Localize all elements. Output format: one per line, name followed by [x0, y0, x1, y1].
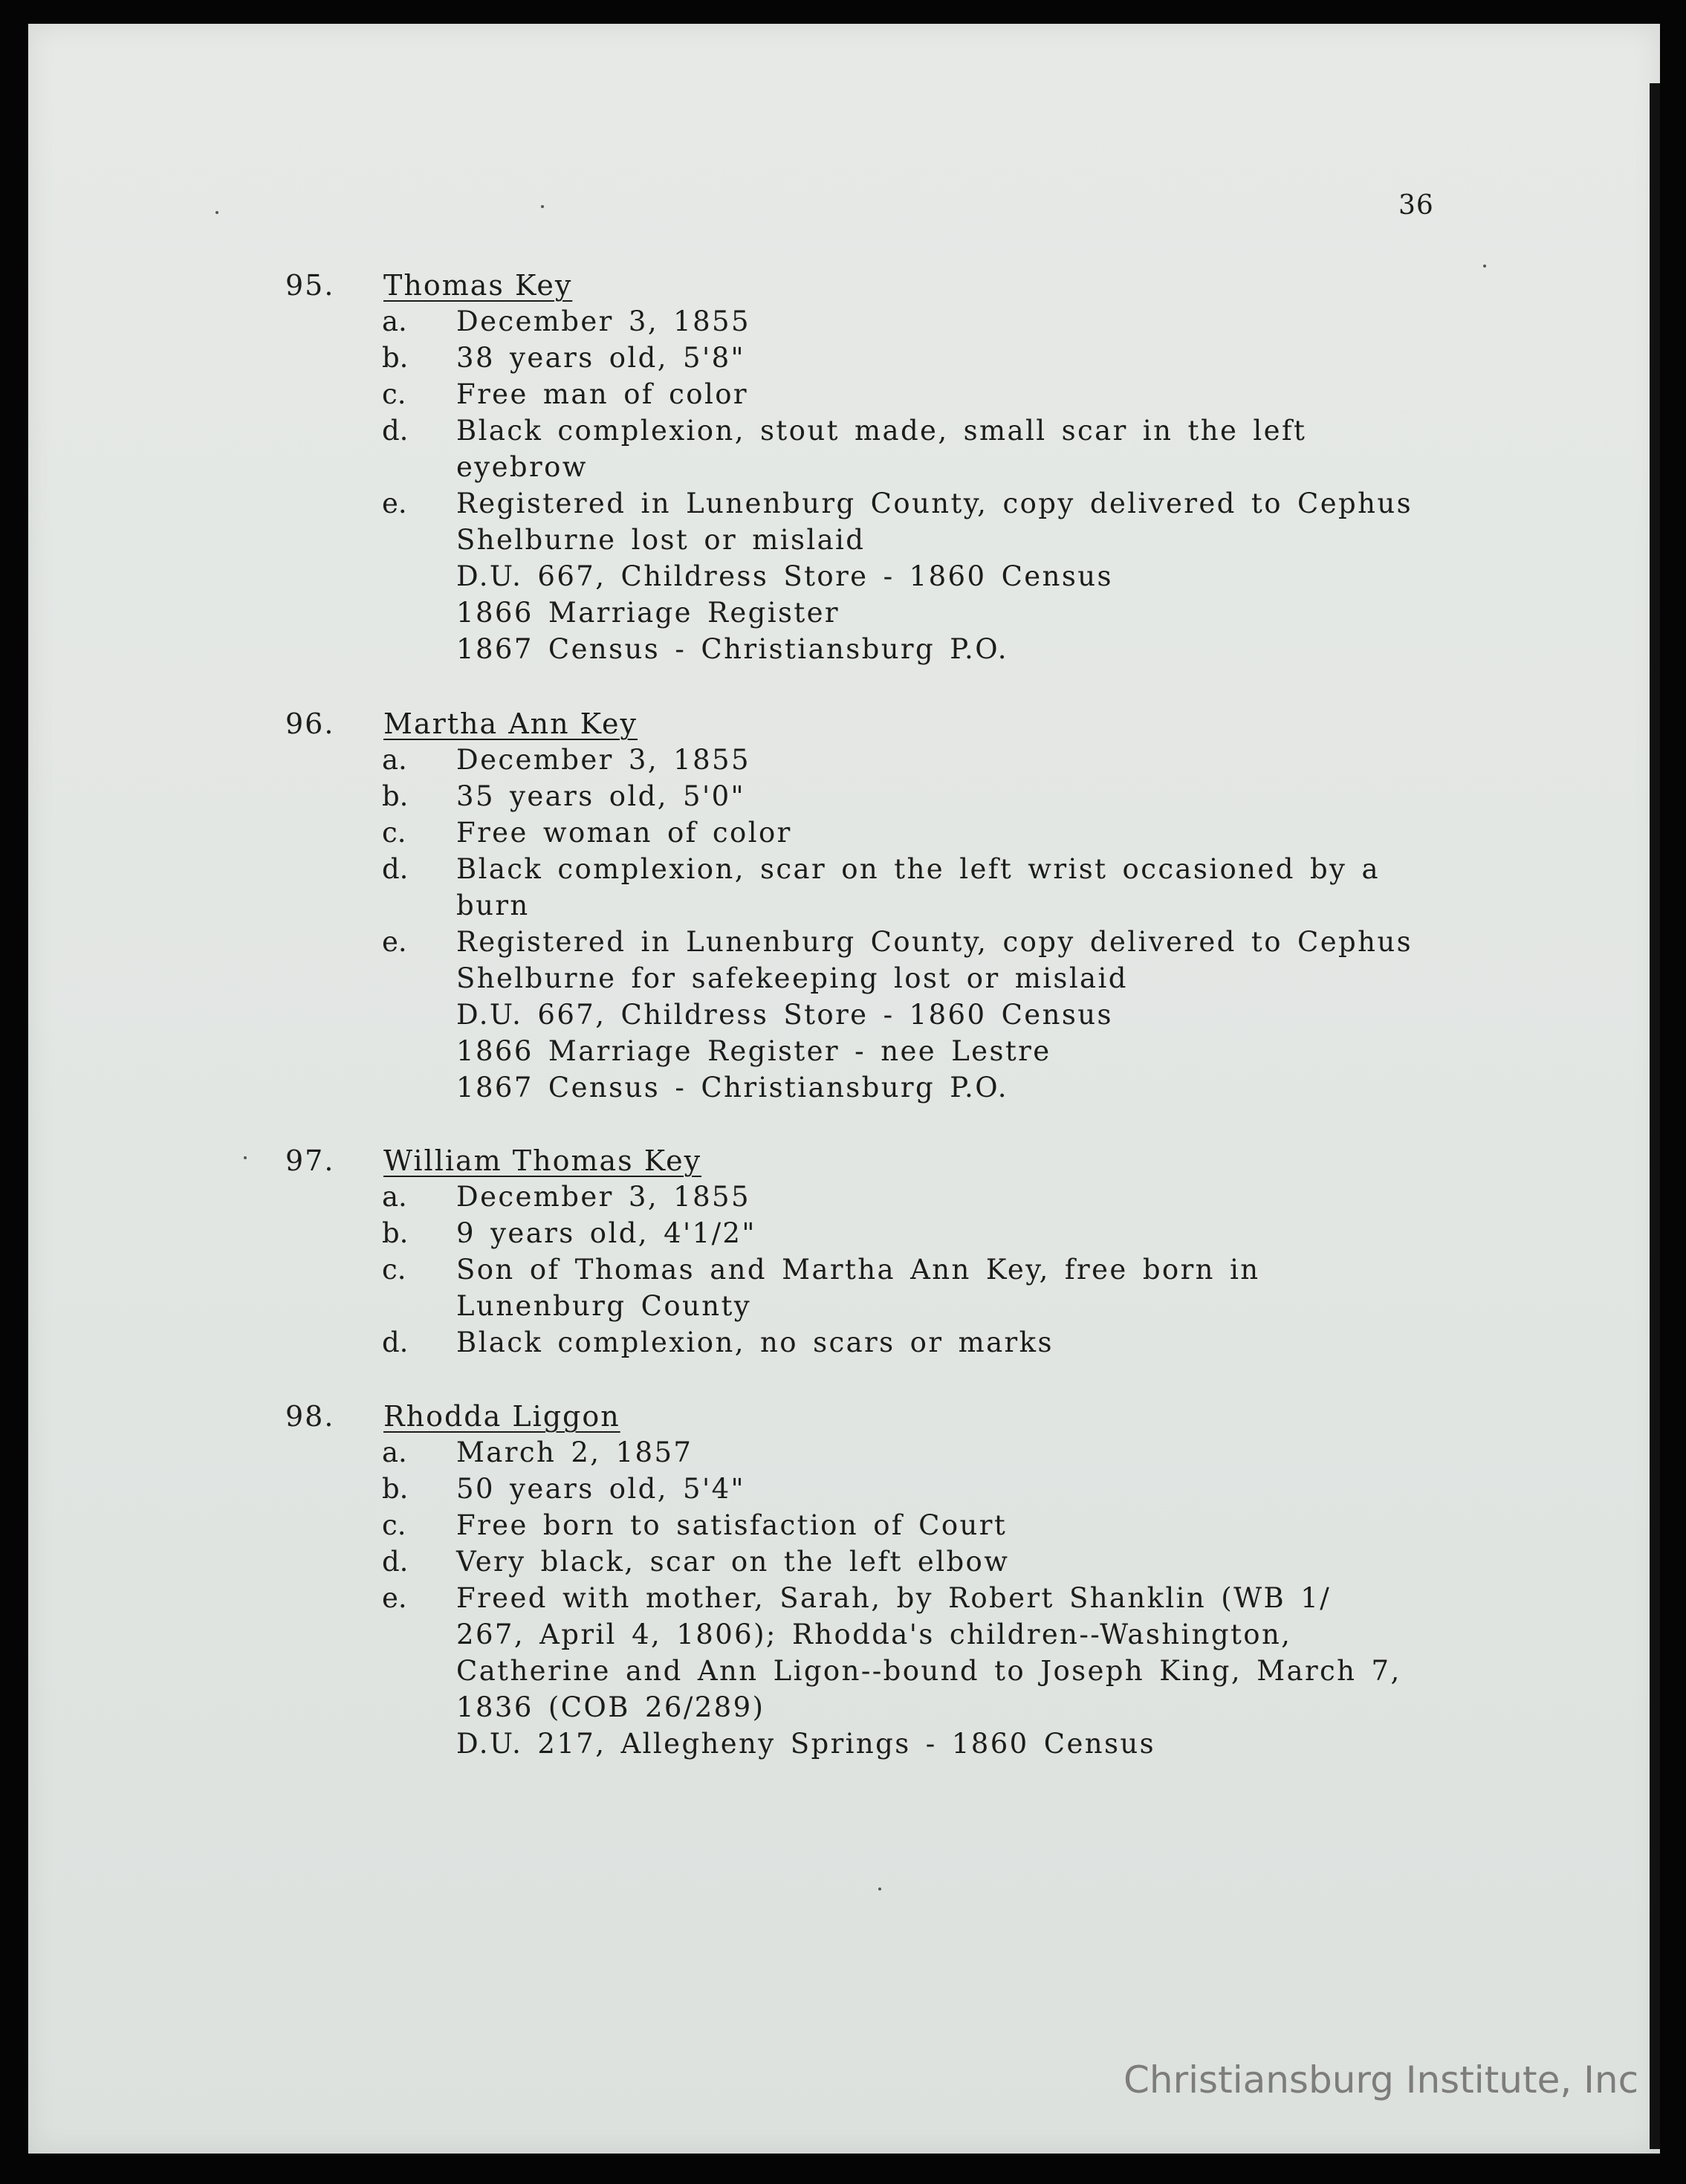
entry-name: Rhodda Liggon	[383, 1400, 620, 1433]
page-number: 36	[1398, 190, 1434, 221]
item-text: Black complexion, stout made, small scar in the left	[456, 415, 1307, 447]
item-letter: b.	[382, 342, 409, 374]
item-text: Free man of color	[456, 378, 748, 410]
item-text-continued: Shelburne for safekeeping lost or mislaid	[456, 962, 1128, 994]
item-text: 9 years old, 4'1/2"	[456, 1217, 756, 1249]
item-text-continued: 1867 Census - Christiansburg P.O.	[456, 633, 1008, 665]
item-text: Son of Thomas and Martha Ann Key, free born in	[456, 1254, 1260, 1286]
item-letter: e.	[382, 926, 407, 958]
paper-speck	[878, 1887, 881, 1890]
item-text-continued: 1867 Census - Christiansburg P.O.	[456, 1072, 1008, 1104]
item-text-continued: Shelburne lost or mislaid	[456, 524, 866, 556]
item-text: December 3, 1855	[456, 1181, 750, 1213]
paper-speck	[215, 211, 218, 214]
item-text: Registered in Lunenburg County, copy delivered to Cephus	[456, 487, 1413, 519]
item-text: Black complexion, scar on the left wrist occasioned by a	[456, 853, 1380, 885]
entry-number: 97.	[285, 1144, 335, 1177]
item-text-continued: 1866 Marriage Register	[456, 597, 840, 629]
item-text-continued: 1866 Marriage Register - nee Lestre	[456, 1035, 1051, 1067]
page-edge-shadow	[1650, 83, 1660, 2149]
item-letter: d.	[382, 853, 409, 885]
item-letter: b.	[382, 1217, 409, 1249]
item-text-continued: Catherine and Ann Ligon--bound to Joseph King, March 7,	[456, 1655, 1401, 1687]
item-text: 35 years old, 5'0"	[456, 780, 745, 812]
item-letter: c.	[382, 378, 406, 410]
item-letter: a.	[382, 1181, 407, 1213]
item-text: 38 years old, 5'8"	[456, 342, 745, 374]
paper-speck	[1483, 265, 1486, 268]
item-letter: b.	[382, 1473, 409, 1505]
item-text: Very black, scar on the left elbow	[456, 1546, 1010, 1578]
item-text-continued: D.U. 667, Childress Store - 1860 Census	[456, 560, 1113, 592]
item-text-continued: burn	[456, 890, 530, 921]
item-letter: c.	[382, 817, 406, 849]
item-text-continued: 267, April 4, 1806); Rhodda's children--Washington,	[456, 1618, 1292, 1650]
item-text: March 2, 1857	[456, 1436, 693, 1468]
entry-name: Thomas Key	[383, 269, 573, 302]
item-letter: d.	[382, 1546, 409, 1578]
item-letter: a.	[382, 1436, 407, 1468]
entry-number: 96.	[285, 707, 335, 740]
item-text: 50 years old, 5'4"	[456, 1473, 745, 1505]
item-text-continued: D.U. 667, Childress Store - 1860 Census	[456, 999, 1113, 1031]
entry-number: 98.	[285, 1400, 335, 1433]
item-text: Registered in Lunenburg County, copy delivered to Cephus	[456, 926, 1413, 958]
item-text-continued: eyebrow	[456, 451, 588, 483]
item-text: December 3, 1855	[456, 305, 750, 337]
item-letter: e.	[382, 1582, 407, 1614]
item-text: December 3, 1855	[456, 744, 750, 776]
entry-number: 95.	[285, 269, 335, 302]
item-text: Freed with mother, Sarah, by Robert Shanklin (WB 1/	[456, 1582, 1332, 1614]
entry-name: William Thomas Key	[383, 1144, 702, 1177]
item-text-continued: Lunenburg County	[456, 1290, 752, 1322]
watermark: Christiansburg Institute, Inc	[1124, 2058, 1639, 2102]
paper-speck	[244, 1156, 247, 1159]
item-text: Free born to satisfaction of Court	[456, 1509, 1008, 1541]
item-letter: d.	[382, 1326, 409, 1358]
item-text: Black complexion, no scars or marks	[456, 1326, 1054, 1358]
item-letter: c.	[382, 1254, 406, 1286]
item-letter: d.	[382, 415, 409, 447]
item-text-continued: 1836 (COB 26/289)	[456, 1691, 765, 1723]
item-text: Free woman of color	[456, 817, 792, 849]
entry-name: Martha Ann Key	[383, 707, 638, 740]
item-letter: b.	[382, 780, 409, 812]
item-text-continued: D.U. 217, Allegheny Springs - 1860 Census	[456, 1728, 1155, 1760]
item-letter: a.	[382, 744, 407, 776]
paper-speck	[541, 205, 544, 208]
item-letter: e.	[382, 487, 407, 519]
item-letter: c.	[382, 1509, 406, 1541]
item-letter: a.	[382, 305, 407, 337]
